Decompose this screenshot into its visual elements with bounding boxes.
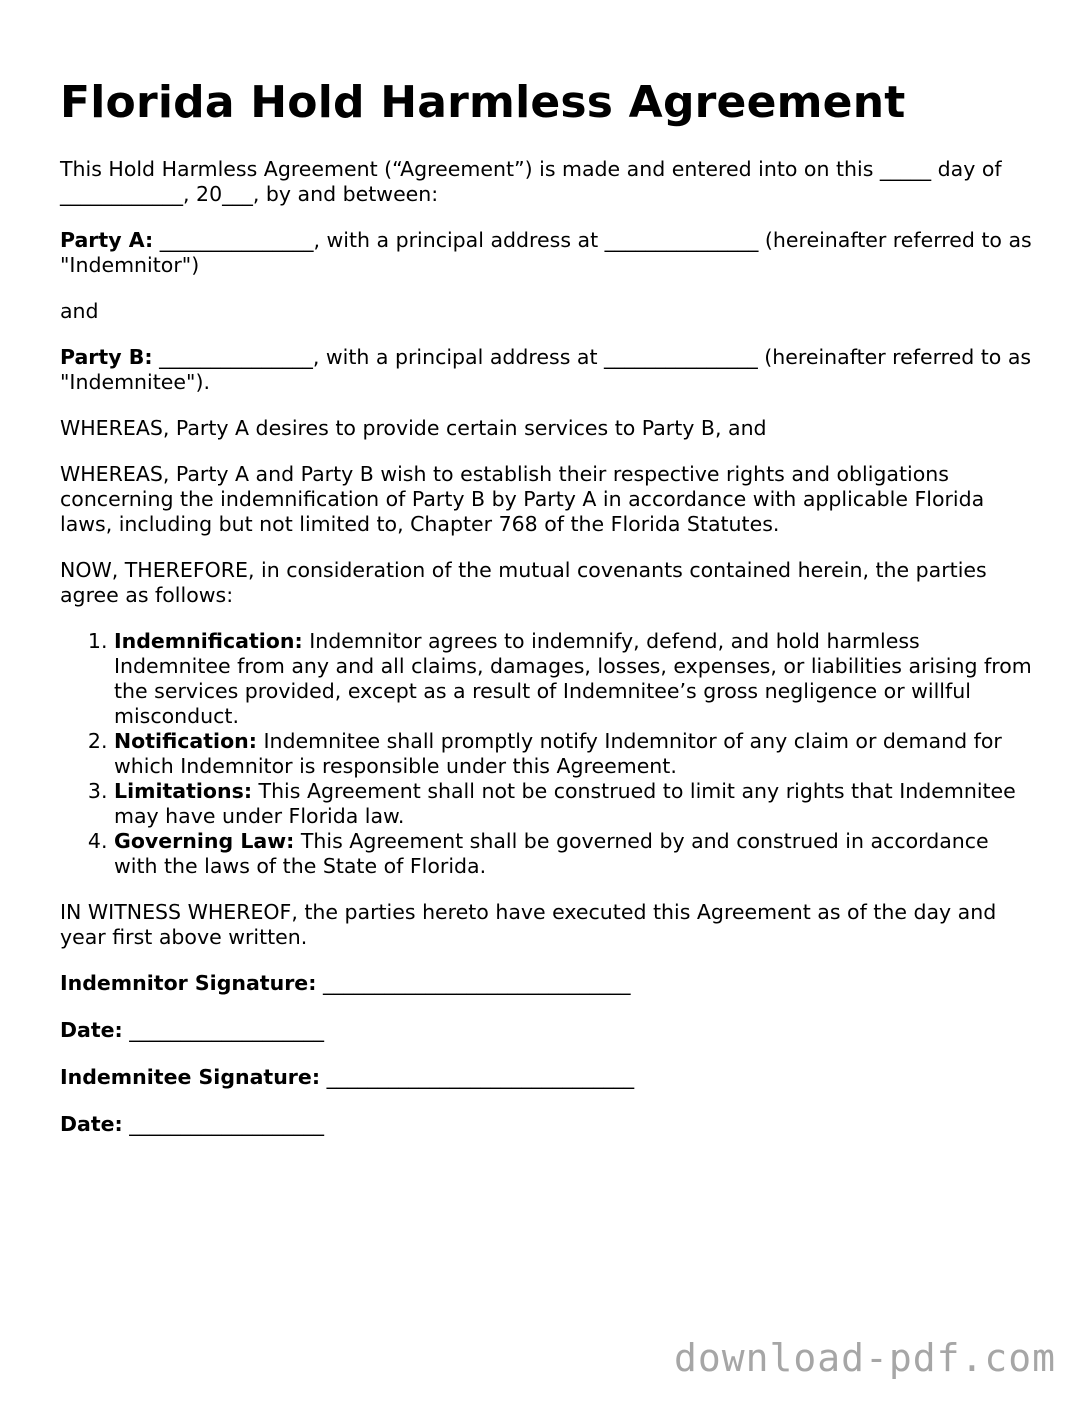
clause-label: Indemnification:: [114, 628, 303, 653]
party-a-paragraph: [60, 228, 1035, 278]
now-therefore-paragraph: NOW, THEREFORE, in consideration of the mutual covenants contained herein, the parties agree as follows:: [60, 557, 987, 607]
intro-paragraph: This Hold Harmless Agreement (“Agreement”) is made and entered into on this _____ day of ____________, 20___, by and between:: [60, 156, 1002, 206]
clause-item-limitations: [114, 779, 1035, 829]
date-row-2: [60, 1112, 1035, 1137]
party-a-label: Party A:: [60, 227, 154, 252]
clause-item-indemnification: [114, 629, 1035, 729]
clause-text: Indemnitee shall promptly notify Indemnitor of any claim or demand for which Indemnitor is responsible under this Agreement.: [114, 728, 1002, 778]
clause-text: This Agreement shall not be construed to limit any rights that Indemnitee may have under Florida law.: [114, 778, 1016, 828]
and-text: and: [60, 298, 99, 323]
party-a-text: _______________, with a principal address at _______________ (hereinafter referred to as "Indemnitor"): [60, 227, 1032, 277]
witness-paragraph: IN WITNESS WHEREOF, the parties hereto have executed this Agreement as of the day and year first above written.: [60, 899, 997, 949]
indemnitor-signature-line: ______________________________: [322, 970, 631, 995]
date-line-1: ___________________: [129, 1017, 325, 1042]
whereas-2-paragraph: WHEREAS, Party A and Party B wish to establish their respective rights and obligations concerning the indemnification of Party B by Party A in accordance with applicable Florida laws, including but not limited to, Chapter 768 of the Florida Statutes.: [60, 461, 985, 536]
clause-label: Notification:: [114, 728, 257, 753]
clause-label: Limitations:: [114, 778, 253, 803]
date-label-1: Date:: [60, 1017, 123, 1042]
page-title: Florida Hold Harmless Agreement: [60, 77, 906, 128]
clause-item-notification: [114, 729, 1035, 779]
document-page: [60, 78, 1035, 1159]
date-row-1: [60, 1018, 1035, 1043]
signature-block: [60, 971, 1035, 1137]
date-line-2: ___________________: [129, 1111, 325, 1136]
party-b-text: _______________, with a principal address at _______________ (hereinafter referred to as "Indemnitee").: [60, 344, 1032, 394]
date-label-2: Date:: [60, 1111, 123, 1136]
party-b-label: Party B:: [60, 344, 153, 369]
indemnitee-signature-row: [60, 1065, 1035, 1090]
whereas-1-paragraph: WHEREAS, Party A desires to provide certain services to Party B, and: [60, 415, 767, 440]
indemnitor-signature-label: Indemnitor Signature:: [60, 970, 317, 995]
indemnitor-signature-row: [60, 971, 1035, 996]
party-b-paragraph: [60, 345, 1035, 395]
clause-label: Governing Law:: [114, 828, 295, 853]
clause-text: Indemnitor agrees to indemnify, defend, and hold harmless Indemnitee from any and all claims, damages, losses, expenses, or liabilities arising from the services provided, except as a result of Indemnitee’s gross negligence or willful misconduct.: [114, 628, 1032, 728]
indemnitee-signature-label: Indemnitee Signature:: [60, 1064, 321, 1089]
clause-list: [60, 629, 1035, 879]
clause-item-governing-law: [114, 829, 1035, 879]
clause-text: This Agreement shall be governed by and construed in accordance with the laws of the State of Florida.: [114, 828, 989, 878]
indemnitee-signature-line: ______________________________: [326, 1064, 635, 1089]
watermark: download-pdf.com: [673, 1336, 1056, 1380]
